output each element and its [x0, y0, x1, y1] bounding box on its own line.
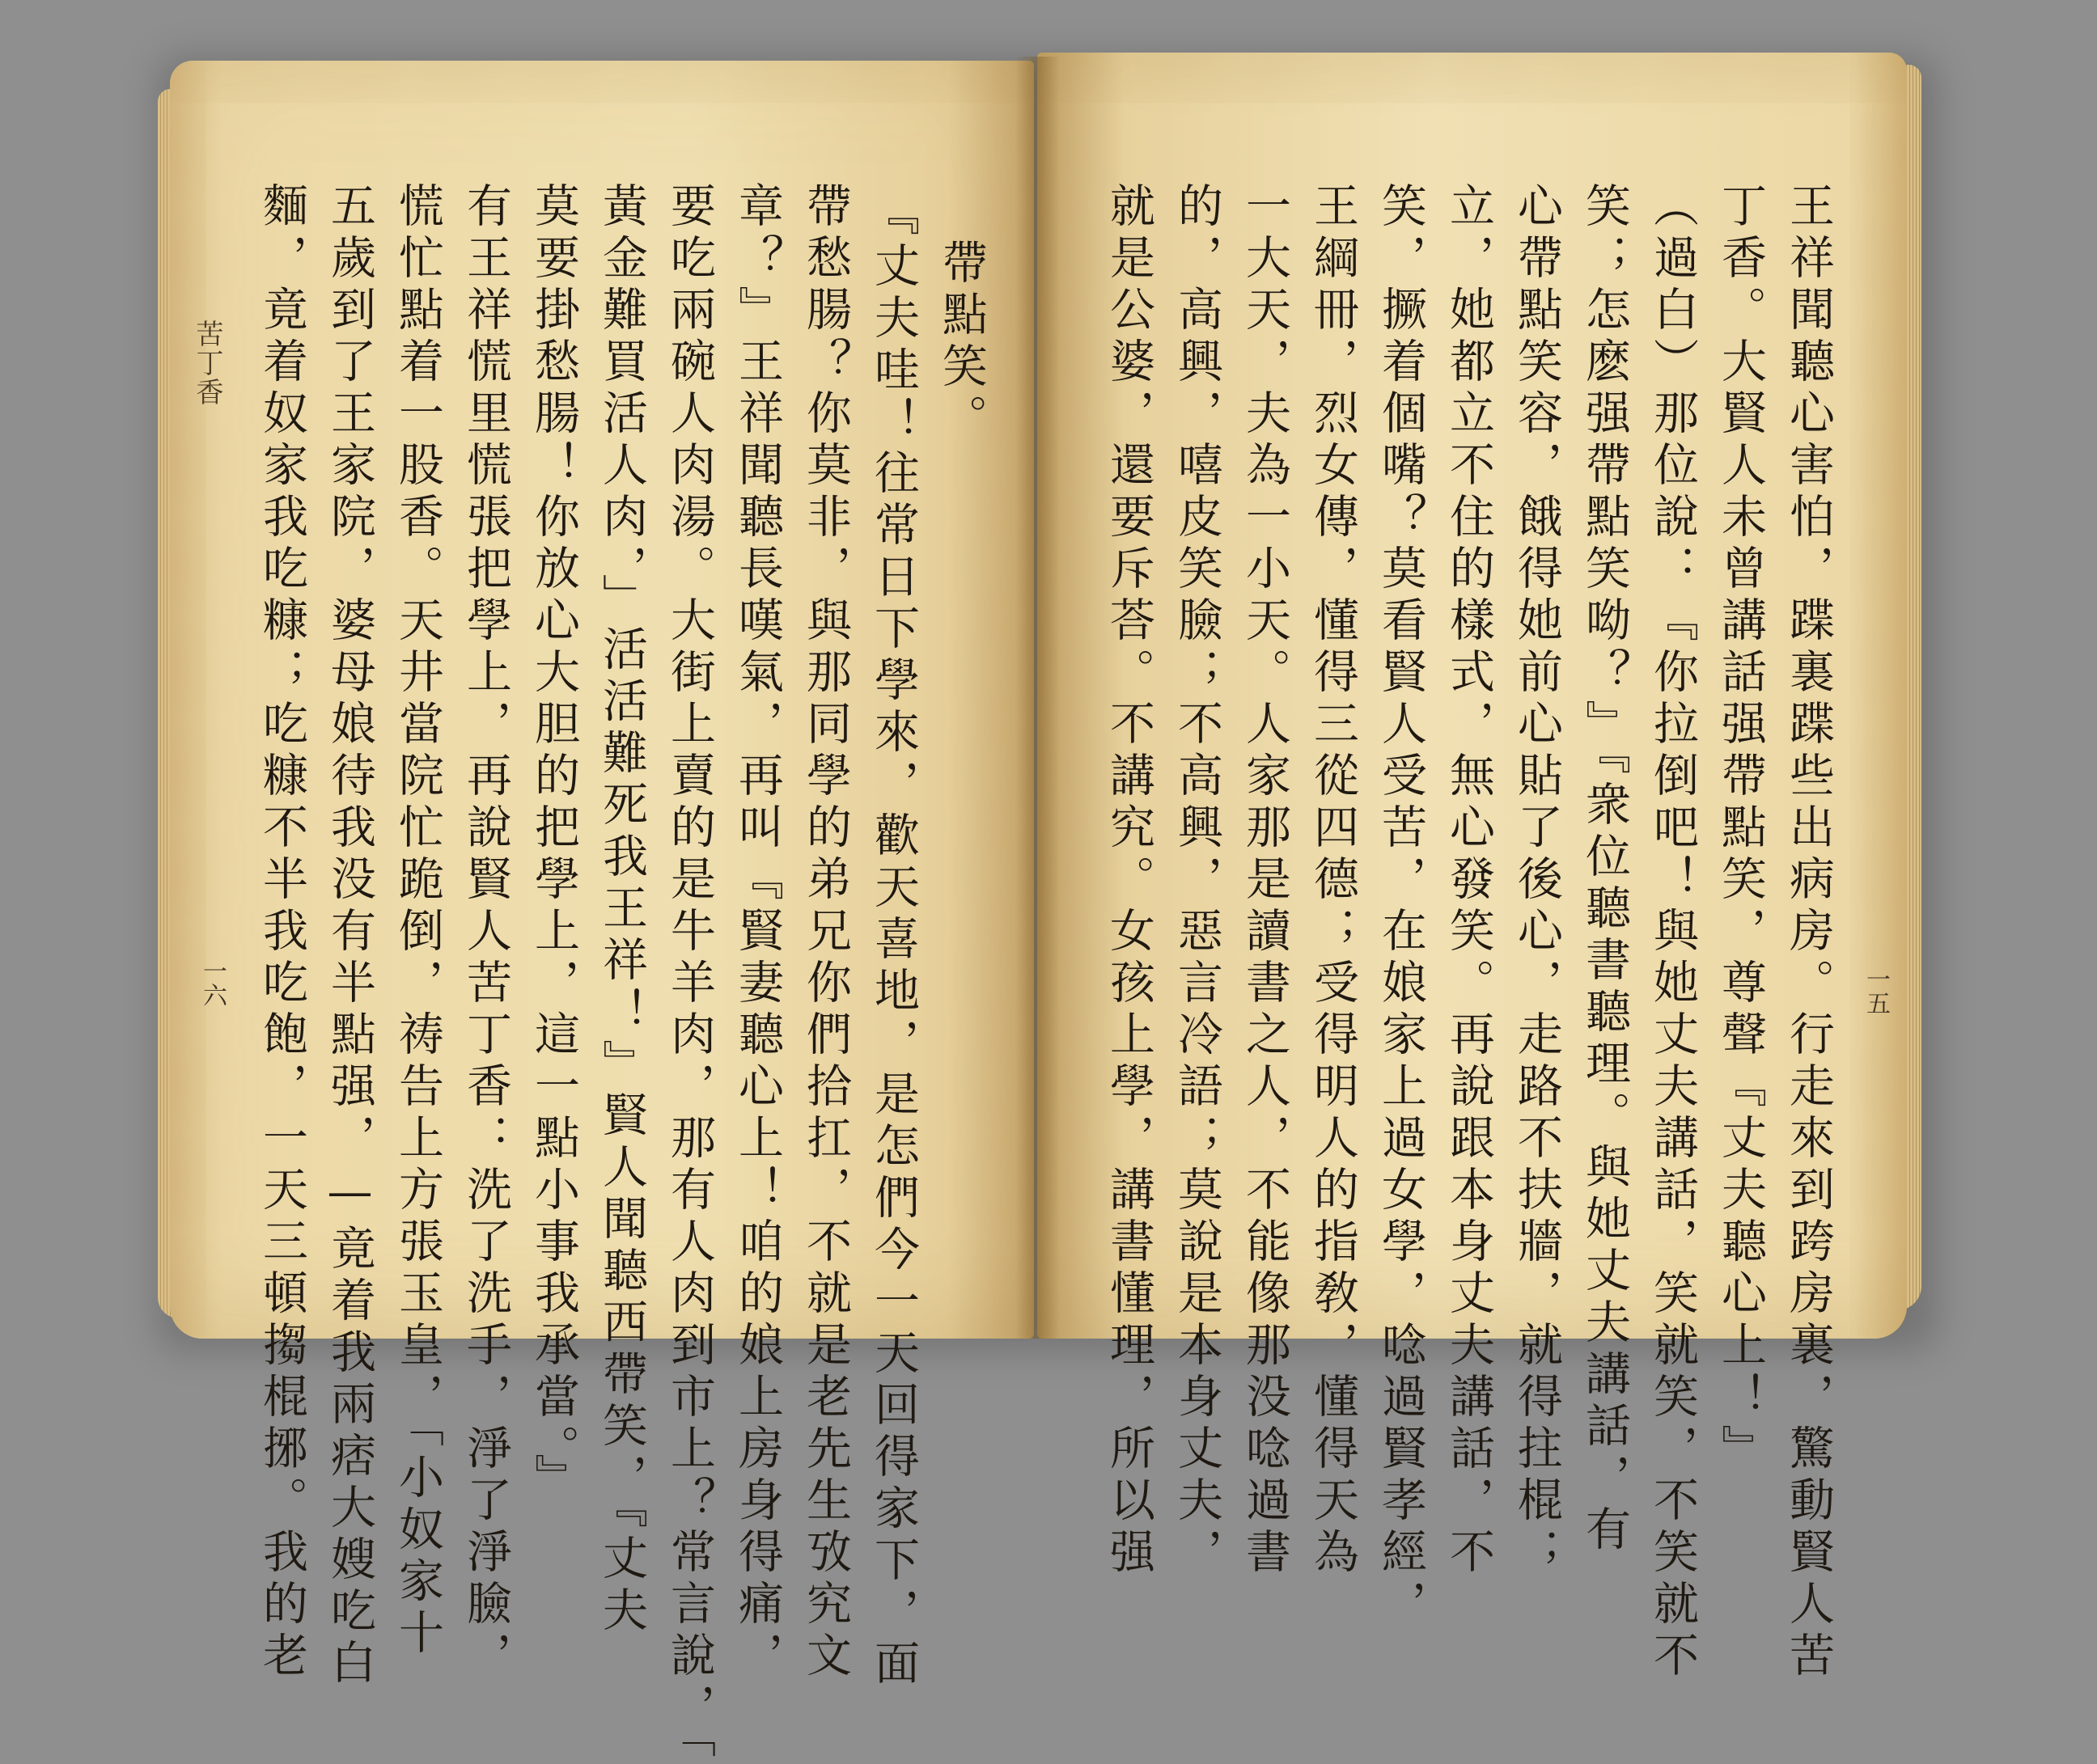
left-col-9: 慌忙點着一股香。天井當院忙跪倒，祷告上方張玉皇，「小奴家十 — [392, 182, 444, 1660]
right-col-4: 笑；怎麽强帶點笑呦？』『衆位聽書聽理。與她丈夫講話，有 — [1578, 182, 1631, 1557]
right-col-10: 的，高興，嘻皮笑臉；不高興，惡言冷語；莫說是本身丈夫， — [1171, 182, 1223, 1580]
right-col-11: 就是公婆，還要斥荅。不講究。女孩上學，講書懂理，所以强 — [1103, 182, 1155, 1580]
left-col-3: 帶愁腸？你莫非，與那同學的弟兄你們拾扛，不就是老先生攷究文 — [799, 182, 852, 1683]
right-col-1: 王祥聞聽心害怕，蹀裏蹀些出病房。行走來到跨房裏，驚動賢人苦 — [1782, 182, 1835, 1683]
left-col-5: 要吃兩碗人肉湯。大街上賣的是牛羊肉，那有人肉到市上？常言說，「 — [663, 182, 716, 1764]
right-col-6: 立，她都立不住的樣式，無心發笑。再說跟本身丈夫講話，不 — [1442, 182, 1495, 1580]
left-col-7: 莫要掛愁腸！你放心大胆的把學上，這一點小事我承當。』 — [527, 182, 580, 1505]
left-col-4: 章？』王祥聞聽長嘆氣，再叫『賢妻聽心上！咱的娘上房身得痛， — [731, 182, 784, 1683]
left-page-number: 一六 — [198, 958, 227, 1007]
book-gutter — [1015, 57, 1060, 1339]
right-page-number: 一五 — [1862, 967, 1890, 1015]
left-col-10: 五歲到了王家院，婆母娘待我没有半點强，—竟着我兩痞大嫂吃白 — [324, 182, 376, 1690]
left-col-1: 帶點笑。 — [935, 239, 988, 446]
left-col-6: 黃金難買活人肉，」活活難死我王祥！』賢人聞聽西帶笑，『丈夫 — [595, 182, 648, 1638]
right-col-2: 丁香。大賢人未曾講話强帶點笑，尊聲『丈夫聽心上！』 — [1714, 182, 1767, 1476]
left-margin-note: 苦丁香 — [191, 319, 223, 407]
right-col-7: 笑，撅着個嘴？莫看賢人受苦，在娘家上過女學，唸過賢孝經， — [1375, 182, 1427, 1631]
left-col-11: 麵，竟着奴家我吃糠；吃糠不半我吃飽，一天三頓搊棍捓。我的老 — [256, 182, 308, 1683]
left-col-8: 有王祥慌里慌張把學上，再說賢人苦丁香：洗了洗手，淨了淨臉， — [460, 182, 512, 1683]
right-col-5: 心帶點笑容，餓得她前心貼了後心，走路不扶牆，就得拄棍； — [1510, 182, 1563, 1580]
left-col-2: 『丈夫哇！往常日下學來，歡天喜地，是怎們今一天回得家下，面 — [867, 190, 920, 1691]
right-col-9: 一大天，夫為一小天。人家那是讀書之人，不能像那没唸過書 — [1239, 182, 1291, 1580]
right-col-3: （過白）那位說：『你拉倒吧！與她丈夫講話，笑就笑，不笑就不 — [1646, 182, 1699, 1683]
right-col-8: 王綱冊，烈女傳，懂得三從四德；受得明人的指敎，懂得天為 — [1307, 182, 1359, 1580]
